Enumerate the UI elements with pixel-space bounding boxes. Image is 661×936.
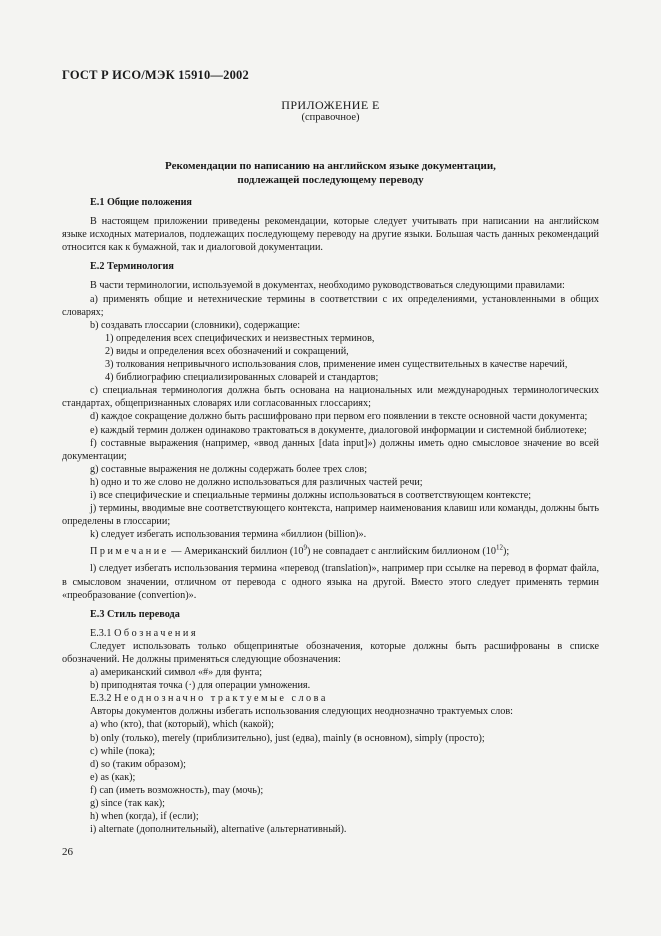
sub-list-item: 4) библиографию специализированных словарей и стандартов;	[105, 372, 379, 384]
annex-heading	[0, 159, 661, 187]
sub-list-item: 1) определения всех специфических и неизвестных терминов,	[105, 332, 375, 344]
section-e2-intro: В части терминологии, используемой в документах, необходимо руководствоваться следующими правилами:	[90, 280, 565, 292]
list-item: k) следует избегать использования термина «биллион (billion)».	[90, 529, 367, 541]
subsection-title: Неоднозначно трактуемые слова	[114, 693, 328, 705]
subsection-title: Обозначения	[114, 627, 199, 639]
list-item: l) следует избегать использования термина «перевод (translation)», например при ссылке на перевод в формат файла, в смысловом значении, отличном от перевода с одного языка на другой. Вместо этого следует применять термин «преобразование (convertion)».	[62, 563, 599, 601]
list-item: f) составные выражения (например, «ввод данных [data input]») должны иметь одно смысловое значение во всей документации;	[62, 437, 599, 462]
list-item: а) применять общие и нетехнические термины в соответствии с их определениями, установленными в общих словарях;	[62, 293, 599, 318]
sub-list-item: 2) виды и определения всех обозначений и сокращений,	[105, 345, 349, 357]
list-item: b) приподнятая точка (·) для операции умножения.	[90, 680, 311, 692]
list-item: f) can (иметь возможность), may (мочь);	[90, 784, 264, 796]
document-body	[62, 196, 599, 836]
list-item: g) составные выражения не должны содержать более трех слов;	[90, 463, 368, 475]
annex-title: ПРИЛОЖЕНИЕ Е	[281, 98, 380, 112]
subsection-e32-heading	[62, 692, 599, 705]
list-item: а) американский символ «#» для фунта;	[90, 667, 263, 679]
note-text: ) не совпадает с английским биллионом (10	[306, 546, 496, 558]
list-item: i) alternate (дополнительный), alternative (альтернативный).	[90, 824, 347, 836]
list-item: h) одно и то же слово не должно использоваться для различных частей речи;	[90, 476, 423, 488]
note-text: — Американский биллион (10	[168, 546, 304, 558]
section-e2-heading: Е.2 Терминология	[90, 261, 174, 273]
list-item: e) as (как);	[90, 771, 136, 783]
list-item: b) создавать глоссарии (словники), содержащие:	[90, 319, 301, 331]
annex-heading-line-2: подлежащей последующему переводу	[237, 174, 424, 186]
list-item: b) only (только), merely (приблизительно), just (едва), mainly (в основном), simply (просто);	[90, 732, 485, 744]
section-e1-text: В настоящем приложении приведены рекомендации, которые следует учитывать при написании на английском языке исходных материалов, подлежащих последующему переводу на другие языки. Большая часть данных рекомендаций относится как к бумажной, так и диалоговой документации.	[62, 216, 599, 254]
section-e3-heading: Е.3 Стиль перевода	[90, 608, 180, 620]
list-item: h) when (когда), if (если);	[90, 811, 199, 823]
annex-subtitle: (справочное)	[301, 112, 360, 123]
note-text: );	[502, 546, 510, 558]
list-item: g) since (так как);	[90, 798, 165, 810]
subsection-e31-text: Следует использовать только общепринятые обозначения, которые должны быть расшифрованы в списке обозначений. Не должны применяться следующие обозначения:	[62, 640, 599, 665]
subsection-number: Е.3.1	[90, 627, 112, 639]
section-e1-heading: Е.1 Общие положения	[90, 197, 192, 208]
subsection-e31-heading	[62, 627, 599, 640]
list-item: d) so (таким образом);	[90, 758, 186, 770]
note-superscript: 12	[495, 543, 503, 552]
subsection-e32-text: Авторы документов должны избегать использования следующих неоднозначно трактуемых слов:	[90, 706, 513, 718]
note-label: Примечание	[90, 546, 169, 558]
list-item: e) каждый термин должен одинаково трактоваться в документе, диалоговой информации и системной библиотеке;	[90, 424, 587, 436]
note-superscript: 9	[303, 543, 307, 552]
list-item: d) каждое сокращение должно быть расшифровано при первом его появлении в тексте основной части документа;	[90, 411, 588, 423]
page-number: 26	[62, 846, 73, 858]
note	[62, 545, 599, 558]
subsection-number: Е.3.2	[90, 693, 112, 705]
list-item: i) все специфические и специальные термины должны использоваться в соответствующем контексте;	[90, 489, 532, 501]
sub-list-item: 3) толкования непривычного использования слов, применение имен существительных в качестве наречий,	[105, 359, 568, 371]
list-item: a) who (кто), that (который), which (какой);	[90, 719, 274, 731]
annex-heading-line-1: Рекомендации по написанию на английском языке документации,	[165, 160, 496, 172]
list-item: c) специальная терминология должна быть основана на национальных или международных терминологических стандартах, общепризнанных словарях или согласованных глоссариях;	[62, 385, 599, 410]
document-header: ГОСТ Р ИСО/МЭК 15910—2002	[62, 68, 249, 82]
list-item: c) while (пока);	[90, 745, 156, 757]
list-item: j) термины, вводимые вне соответствующего контекста, например наименования клавиш или команды, должны быть определены в глоссарии;	[62, 503, 599, 528]
